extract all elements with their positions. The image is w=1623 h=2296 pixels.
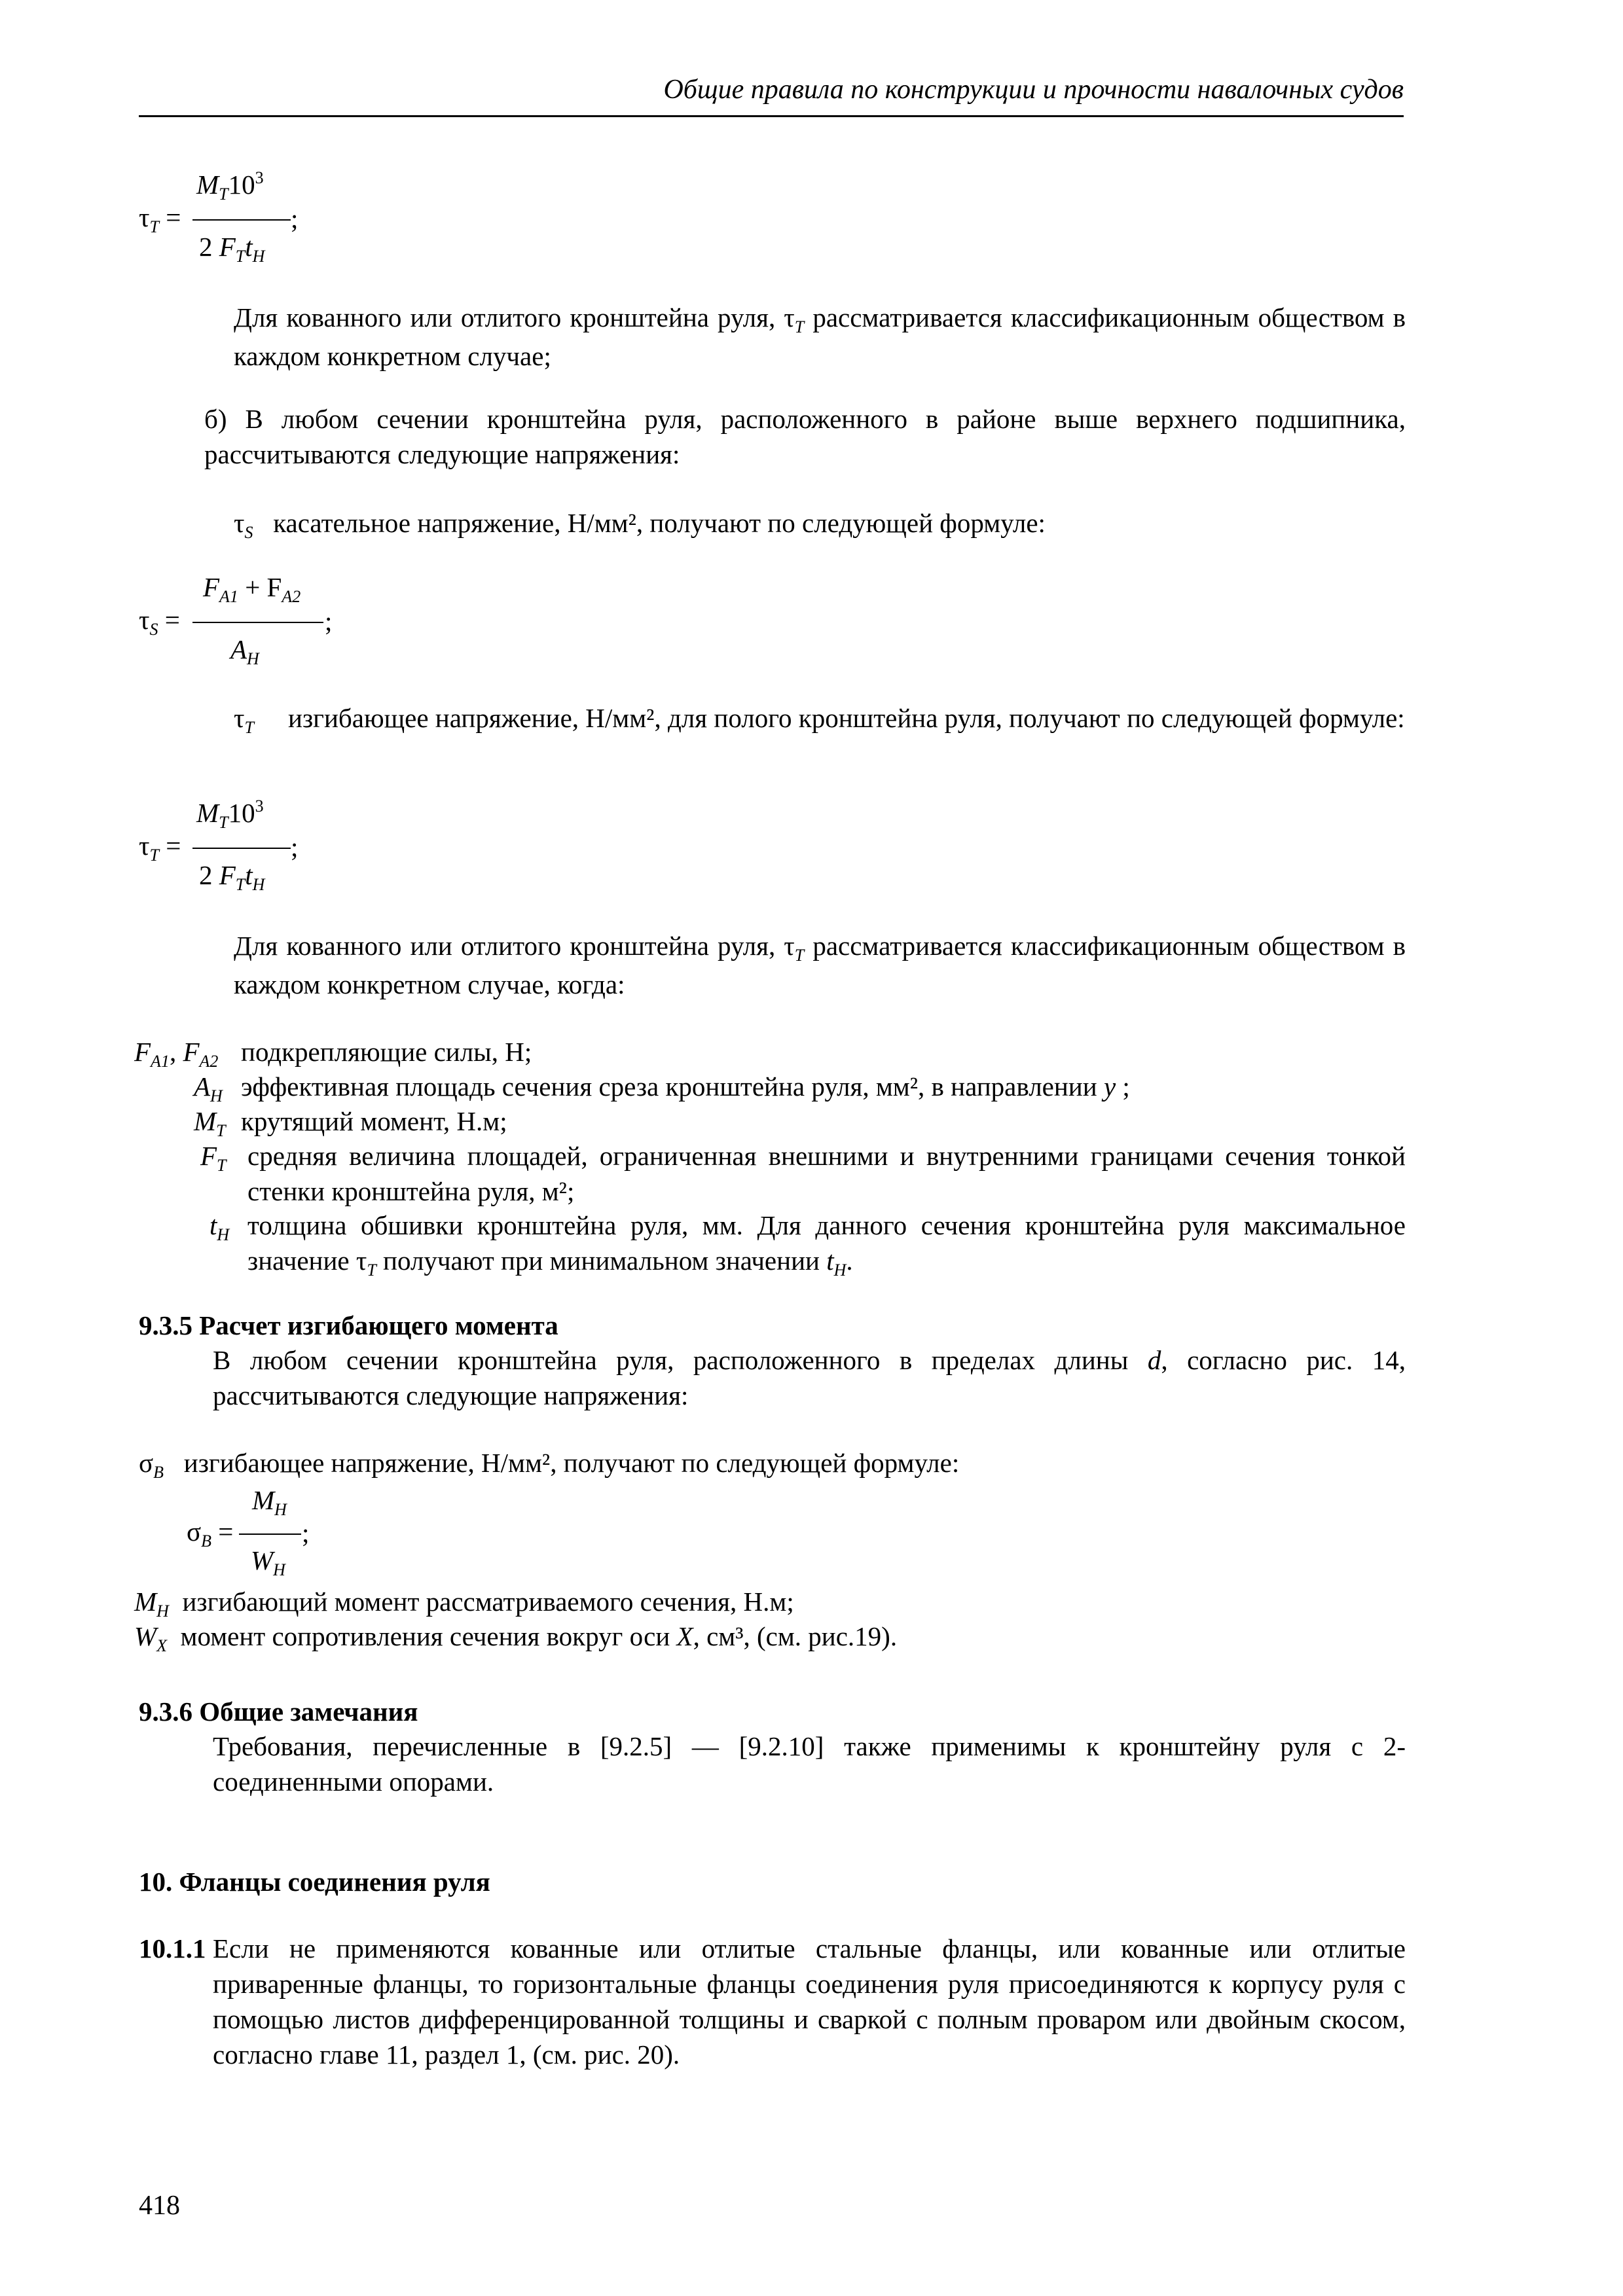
def-ah-symbol: $A_H$ xyxy=(194,1071,223,1105)
def-mh: $M_H$ изгибающий момент рассматриваемого сечения, Н.м; xyxy=(134,1587,794,1621)
def-wx: $W_X$ момент сопротивления сечения вокруг оси X, см³, (см. рис.19). xyxy=(134,1621,898,1655)
def-fa-symbol: $F_{A1}$, $F_{A2}$ xyxy=(134,1037,219,1071)
def-fa: подкрепляющие силы, Н; xyxy=(241,1037,532,1067)
def-mt-symbol: $M_T$ xyxy=(194,1106,226,1140)
heading-10: 10. Фланцы соединения руля xyxy=(139,1867,490,1897)
def-sigma-b: $\sigma_B$ изгибающее напряжение, Н/мм², получают по следующей формуле: xyxy=(139,1448,960,1482)
def-tau-t-symbol: $\tau_T$ xyxy=(234,703,254,737)
heading-9-3-6: 9.3.6 Общие замечания xyxy=(139,1696,418,1727)
clause-number-10-1-1: 10.1.1 xyxy=(139,1933,206,1964)
def-th-symbol: $t_H$ xyxy=(210,1210,230,1244)
paragraph-forged-1: Для кованного или отлитого кронштейна руля, $\tau_T$ рассматривается классификационным обществом в каждом конкретном случае; xyxy=(234,302,1406,372)
def-tau-s: $\tau_S$ касательное напряжение, Н/мм², получают по следующей формуле: xyxy=(234,508,1046,542)
header-rule xyxy=(139,115,1404,117)
formula-tau-t-2: $M_T10^3$ $\tau_T$ = ; 2 $F_Tt_H$ xyxy=(139,797,299,894)
def-ft: средняя величина площадей, ограниченная внешними и внутренними границами сечения тонкой стенки кронштейна руля, м²; xyxy=(247,1141,1406,1207)
heading-9-3-5: 9.3.5 Расчет изгибающего момента xyxy=(139,1310,558,1340)
running-header: Общие правила по конструкции и прочности навалочных судов xyxy=(663,75,1404,105)
paragraph-forged-2: Для кованного или отлитого кронштейна руля, $\tau_T$ рассматривается классификационным обществом в каждом конкретном случае, когда: xyxy=(234,931,1406,1000)
def-mt: крутящий момент, Н.м; xyxy=(241,1106,507,1136)
formula-tau-s: $F_{A1} + F_{A2}$ $\tau_S$ = ; $A_H$ xyxy=(139,572,333,668)
list-item-b: б) В любом сечении кронштейна руля, расположенного в районе выше верхнего подшипника, рассчитываются следующие напряжения: xyxy=(204,404,1406,470)
paragraph-10-1-1: Если не применяются кованные или отлитые стальные фланцы, или кованные или отлитые приваренные фланцы, то горизонтальные фланцы соединения руля присоединяются к корпусу руля с помощью листов дифференцированной толщины и сваркой с полным проваром или двойным скосом, согласно главе 11, раздел 1, (см. рис. 20). xyxy=(213,1933,1406,2070)
formula-tau-t-1: $M_T10^3$ $\tau_T$ = ; 2 $F_Tt_H$ xyxy=(139,168,299,266)
def-th: толщина обшивки кронштейна руля, мм. Для данного сечения кронштейна руля максимальное значение $\tau_T$ получают при минимальном значении $t_H$. xyxy=(247,1210,1406,1280)
def-tau-t: изгибающее напряжение, Н/мм², для полого кронштейна руля, получают по следующей формуле: xyxy=(288,703,1405,733)
def-ft-symbol: $F_T$ xyxy=(200,1141,227,1175)
paragraph-9-3-5: В любом сечении кронштейна руля, расположенного в пределах длины d, согласно рис. 14, рассчитываются следующие напряжения: xyxy=(213,1345,1406,1411)
def-ah: эффективная площадь сечения среза кронштейна руля, мм², в направлении y ; xyxy=(241,1071,1130,1102)
page-number: 418 xyxy=(139,2191,180,2221)
formula-sigma-b: $M_H$ $\sigma_B$ = ; $W_H$ xyxy=(187,1485,310,1579)
paragraph-9-3-6: Требования, перечисленные в [9.2.5] — [9.2.10] также применимы к кронштейну руля с 2-соединенными опорами. xyxy=(213,1731,1406,1797)
